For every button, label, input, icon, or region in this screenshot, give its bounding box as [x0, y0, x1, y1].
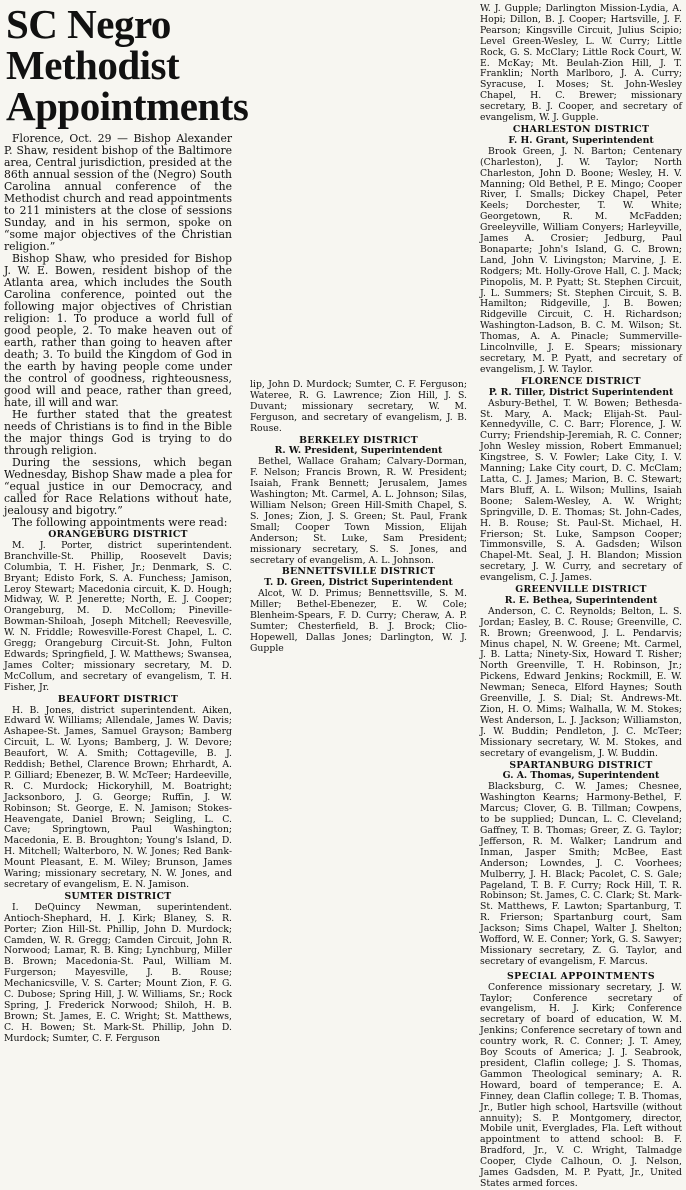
district-section — [480, 377, 682, 584]
district-section — [250, 567, 467, 654]
district-heading: BEAUFORT DISTRICT — [57, 693, 179, 705]
district-heading: FLORENCE DISTRICT — [521, 375, 641, 387]
district-heading: CHARLESTON DISTRICT — [512, 123, 650, 135]
lead-paragraph: During the sessions, which began Wednesday, Bishop Shaw made a plea for “equal justice in our Democracy, and called for Race Relations without hate, jealousy and bigotry.” — [4, 456, 232, 517]
district-heading: SUMTER DISTRICT — [64, 890, 172, 902]
lead-paragraph: Bishop Shaw, who presided for Bishop J. W. E. Bowen, resident bishop of the Atlanta area, which includes the South Carolina conference, pointed out the following major objectives of Christian religion: 1. To produce a world full of good people, 2. To make heaven out of earth, rather than going to heaven after death; 3. To build the Kingdom of God in the earth by having people come under the control of goodness, righteousness, good will and peace, rather than greed, hate, ill will and war. — [4, 252, 232, 409]
column-1 — [4, 1, 249, 1044]
district-text: M. J. Porter, district superintendent. Branchville-St. Phillip, Roosevelt Davis; Columbia, T. H. Fisher, Jr.; Denmark, S. C. Bryant; Edisto Fork, S. A. Funchess; Jamison, Leroy Stewart; Macedonia circuit, K. D. Hough; Midway, W. P. Jenerette; North, E. J. Cooper; Orangeburg, M. D. McCollom; Pineville-Bowman-Shiloah, Joseph Mitchell; Reevesville, W. N. Friddle; Rowesville-Forest Chapel, L. C. Gregg; Orangeburg Circuit-St. John, Fulton Edwards; Springfield, J. W. Matthews; Swansea, James Colter; missionary secretary, M. D. McCollum, and secretary of evangelism, T. H. Fisher, Jr. — [4, 539, 232, 693]
district-section — [250, 380, 467, 435]
district-text: Conference missionary secretary, J. W. Taylor; Conference secretary of evangelism, H. J. Kirk; Conference secretary of board of education, W. M. Jenkins; Conference secretary of town and country work, R. C. Conner; J. T. Amey, Boy Scouts of America; J. J. Seabrook, president, Claflin college; J. S. Thomas, Gammon Theological seminary; A. R. Howard, board of temperance; E. A. Finney, dean Claflin college; T. B. Thomas, Jr., Butler high school, Hartsville (without annuity); S. P. Montgomery, director, Mobile unit, Everglades, Fla. Left without appointment to attend school: B. F. Bradford, Jr., V. C. Wright, Talmadge Cooper, Clyde Calhoun, O. J. Nelson, James Gadsden, M. P. Pyatt, Jr., United States armed forces. — [480, 981, 682, 1189]
district-section — [4, 695, 232, 891]
district-superintendent: R. E. Bethea, Superintendent — [504, 594, 658, 606]
district-heading: BERKELEY DISTRICT — [299, 434, 418, 446]
district-superintendent: G. A. Thomas, Superintendent — [502, 770, 660, 782]
lead-paragraph: He further stated that the greatest needs of Christians is to find in the Bible the major things God is trying to do through religion. — [4, 408, 232, 457]
district-section — [480, 585, 682, 760]
district-text: W. J. Gupple; Darlington Mission-Lydia, A. Hopi; Dillon, B. J. Cooper; Hartsville, J. F. Pearson; Kingsville Circuit, Julius Scipio; Level Green-Wesley, L. W. Curry; Little Rock, G. S. McClary; Little Rock Court, W. E. McKay; Mt. Beulah-Zion Hill, J. T. Franklin; North Marlboro, J. A. Curry; Syracuse, I. Moses; St. John-Wesley Chapel, H. C. Brewer; missionary secretary, B. J. Cooper, and secretary of evangelism, W. J. Gupple. — [480, 3, 682, 124]
special-appointments-heading: SPECIAL APPOINTMENTS — [506, 970, 656, 982]
lead-story — [4, 133, 232, 529]
district-superintendent: R. W. President, Superintendent — [274, 445, 443, 457]
district-section — [480, 125, 682, 376]
lead-paragraph: The following appointments were read: — [12, 516, 228, 529]
column-2 — [250, 380, 467, 1015]
district-section — [480, 972, 682, 1190]
district-section — [4, 530, 232, 694]
headline-line-3: Appointments — [6, 83, 249, 129]
district-heading: ORANGEBURG DISTRICT — [48, 529, 188, 540]
column-3 — [480, 3, 682, 1189]
district-superintendent: F. H. Grant, Superintendent — [508, 134, 654, 146]
district-text: Alcot, W. D. Primus; Bennettsville, S. M. Miller; Bethel-Ebenezer, E. W. Cole; Blenheim-Spears, F. D. Curry; Cheraw, A. P. Sumter; Chesterfield, B. J. Brock; Clio-Hopewell, Dallas Jones; Darlington, W. J. Gupple — [250, 588, 467, 654]
district-text: I. DeQuincy Newman, superintendent. Antioch-Shephard, H. J. Kirk; Blaney, S. R. Porter; Zion Hill-St. Phillip, John D. Murdock; Camden, W. R. Gregg; Camden Circuit, John R. Norwood; Lamar, R. B. King; Lynchburg, Miller B. Brown; Macedonia-St. Paul, William M. Furgerson; Mayesville, J. B. Rouse; Mechanicsville, V. S. Carter; Mount Zion, F. G. C. Dubose; Spring Hill, J. W. Williams, Sr.; Rock Spring, J. Frederick Norwood; Shiloh, H. B. Brown; St. James, E. C. Wright; St. Matthews, C. H. Bowen; St. Mark-St. Phillip, John D. Murdock; Sumter, C. F. Ferguson — [4, 901, 232, 1044]
district-text: H. B. Jones, district superintendent. Aiken, Edward W. Williams; Allendale, James W. Davis; Ashapee-St. James, Samuel Grayson; Bamberg Circuit, L. W. Lyons; Bamberg, J. W. Devore; Beaufort, W. A. Smith; Cottageville, B. J. Reddish; Bethel, Clarence Brown; Ehrhardt, A. P. Gilliard; Ebenezer, B. W. McTeer; Hardeeville, R. C. Murdock; Hickoryhill, M. Boatright; Jacksonboro, J. G. George; Ruffin, J. W. Robinson; St. George, E. N. Jamison; Stokes-Heavengate, Daniel Brown; Seigling, L. C. Cave; Springtown, Paul Washington; Macedonia, E. B. Broughton; Young's Island, D. H. Mitchell; Walterboro, N. W. Jones; Red Bank-Mount Pleasant, E. M. Wiley; Brunson, James Waring; missionary secretary, N. W. Jones, and secretary of evangelism, E. N. Jamison. — [4, 704, 232, 890]
district-superintendent: T. D. Green, District Superintendent — [264, 577, 453, 589]
district-text: Bethel, Wallace Graham; Calvary-Dorman, F. Nelson; Francis Brown, R. W. President; Isaiah, Frank Bennett; Jerusalem, James Washington; Mt. Carmel, A. L. Johnson; Silas, William Nelson; Green Hill-Smith Chapel, S. S. Jones; Zion, J. S. Green; St. Paul, Frank Small; Cooper Town Mission, Elijah Anderson; St. Luke, Sam President; missionary secretary, S. S. Jones, and secretary of evangelism, A. L. Johnson. — [250, 456, 467, 566]
lead-paragraph: Florence, Oct. 29 — Bishop Alexander P. Shaw, resident bishop of the Baltimore area, Central jurisdiction, presided at the 86th annual session of the (Negro) South Carolina annual conference of the Methodist church and read appointments to 211 ministers at the close of sessions Sunday, and in his sermon, spoke on “some major objectives of the Christian religion.” — [4, 132, 232, 253]
district-section — [480, 761, 682, 968]
district-text: Blacksburg, C. W. James; Chesnee, Washington Kearns; Harmony-Bethel, F. Marcus; Clover, G. B. Tillman; Cowpens, to be supplied; Duncan, L. C. Cleveland; Gaffney, T. B. Thomas; Greer, Z. G. Taylor; Jefferson, R. M. Walker; Landrum and Inman, Jasper Smith; McBee, East Anderson; Lowndes, J. C. Voorhees; Mulberry, J. H. Black; Pacolet, C. S. Gale; Pageland, T. B. F. Curry; Rock Hill, T. R. Robinson; St. James, C. C. Clark; St. Mark-St. Matthews, F. Lawton; Spartanburg, T. R. Frierson; Spartanburg court, Sam Jackson; Sims Chapel, Walter J. Shelton; Wofford, W. E. Conner; York, G. S. Sawyer; Missionary secretary, Z. G. Taylor, and secretary of evangelism, F. Marcus. — [480, 781, 682, 967]
district-heading: BENNETTSVILLE DISTRICT — [281, 566, 436, 578]
district-section — [4, 892, 232, 1045]
district-text: Brook Green, J. N. Barton; Centenary (Charleston), J. W. Taylor; North Charleston, John D. Boone; Wesley, H. V. Manning; Old Bethel, P. E. Mingo; Cooper River, I. Smalls; Dickey Chapel, Peter Keels; Dorchester, T. W. White; Georgetown, R. M. McFadden; Greeleyville, William Conyers; Harleyville, James A. Crosier; Jedburg, Paul Bonaparte; John's Island, G. C. Brown; Land, John V. Livingston; Marvine, J. E. Rodgers; Mt. Holly-Grove Hall, C. J. Mack; Pinopolis, M. P. Pyatt; St. Stephen Circuit, J. L. Summers; St. Stephen Circuit, S. B. Hamilton; Ridgeville, J. B. Bowen; Ridgeville Circuit, C. H. Richardson; Washington-Ladson, B. C. M. Wilson; St. Thomas, A. A. Pinacle; Summerville-Lincolnville, J. E. Spears; missionary secretary, M. P. Pyatt, and secretary of evangelism, J. W. Taylor. — [480, 145, 682, 375]
headline-line-1: SC Negro — [6, 1, 171, 47]
district-text: Asbury-Bethel, T. W. Bowen; Bethesda-St. Mary, A. Mack; Elijah-St. Paul-Kennedyville, C. C. Barr; Florence, J. W. Curry; Friendship-Jeremiah, R. C. Conner; John Wesley mission, Robert Emmanuel; Kingstree, S. V. Fowler; Lake City, I. V. Manning; Lake City court, D. C. McClam; Latta, C. J. James; Marion, B. C. Stewart; Mars Bluff, A. L. Wilson; Mullins, Isaiah Boone; Salem-Wesley, A. W. Wright; Springville, D. E. Thomas; St. John-Cades, H. B. Rouse; St. Paul-St. Michael, H. Frierson; St. Luke, Sampson Cooper; Timmonsville, S. A. Gadsden; Wilson Chapel-Mt. Seal, J. H. Blandon; Mission secretary, J. W. Curry, and secretary of evangelism, C. J. James. — [480, 397, 682, 584]
district-text: lip, John D. Murdock; Sumter, C. F. Ferguson; Wateree, R. G. Lawrence; Zion Hill, J. S. Duvant; missionary secretary, W. M. Ferguson, and secretary of evangelism, J. B. Rouse. — [250, 379, 467, 434]
district-text: Anderson, C. C. Reynolds; Belton, L. S. Jordan; Easley, B. C. Rouse; Greenville, C. R. Brown; Greenwood, J. L. Pendarvis; Minus chapel, N. W. Greene; Mt. Carmel, J. B. Latta; Ninety-Six, Howard T. Risher; North Greenville, T. H. Robinson, Jr.; Pickens, Edward Jenkins; Rockmill, E. W. Newman; Seneca, Elford Haynes; South Greenville, J. S. Dial; St. Andrews-Mt. Zion, H. O. Mims; Walhalla, W. M. Stokes; West Anderson, L. J. Jackson; Williamston, J. W. Buddin; Pendleton, J. C. McTeer; Missionary secretary, W. M. Stokes, and secretary of evangelism, J. W. Buddin. — [480, 605, 682, 759]
district-superintendent: P. R. Tiller, District Superintendent — [488, 386, 674, 398]
district-section — [250, 436, 467, 567]
district-heading: SPARTANBURG DISTRICT — [509, 759, 653, 771]
headline — [6, 1, 249, 129]
headline-line-2: Methodist — [6, 42, 180, 88]
district-section — [480, 4, 682, 124]
district-heading: GREENVILLE DISTRICT — [515, 584, 647, 596]
